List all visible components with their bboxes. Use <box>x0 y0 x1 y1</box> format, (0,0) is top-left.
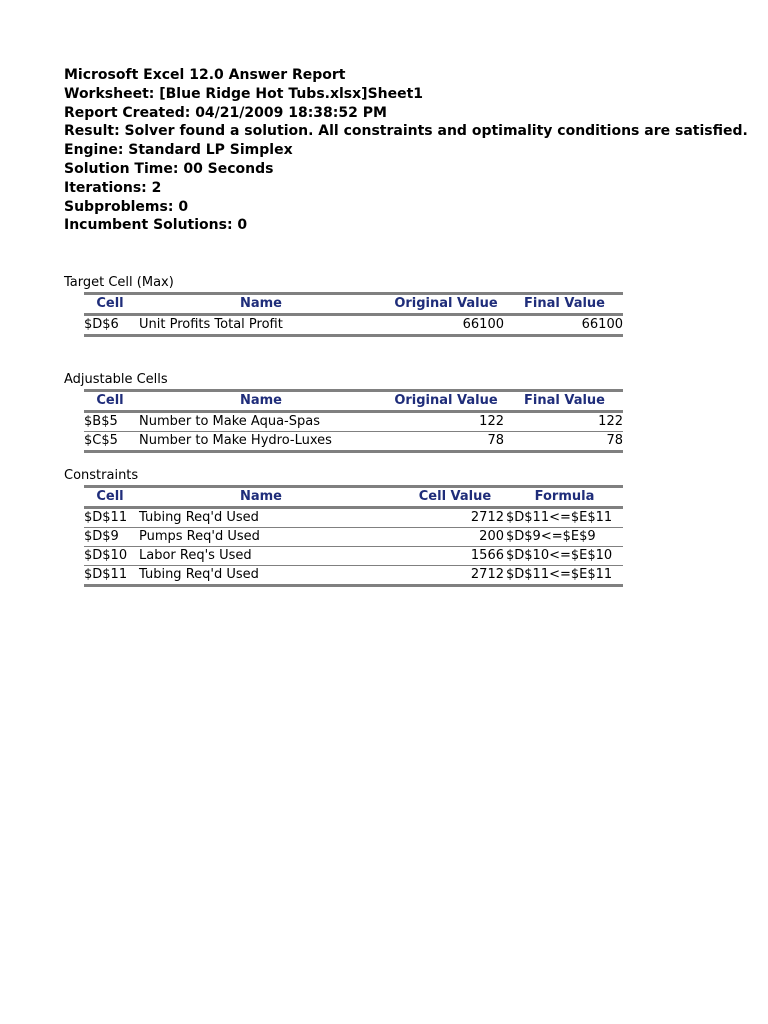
row-cell: $D$6 <box>84 317 119 332</box>
table-row <box>84 547 623 565</box>
row-formula: $D$11<=$E$11 <box>506 510 613 525</box>
table-row <box>84 432 623 450</box>
row-original-value: 122 <box>479 414 504 429</box>
report-title: Microsoft Excel 12.0 Answer Report <box>64 67 346 83</box>
row-cell-value: 2712 <box>470 567 504 582</box>
row-cell: $D$10 <box>84 548 128 563</box>
row-cell: $D$9 <box>84 529 119 544</box>
row-name: Tubing Req'd Used <box>139 510 259 525</box>
row-name: Number to Make Aqua-Spas <box>139 414 320 429</box>
table-row <box>84 413 623 431</box>
row-cell-value: 2712 <box>470 510 504 525</box>
row-name: Pumps Req'd Used <box>139 529 260 544</box>
incumbent-solutions-line: Incumbent Solutions: 0 <box>64 217 248 234</box>
header-final-value: Final Value <box>524 296 605 311</box>
row-formula: $D$9<=$E$9 <box>506 529 596 544</box>
row-cell: $B$5 <box>84 414 118 429</box>
header-cell-value: Cell Value <box>418 489 492 504</box>
table-row <box>84 566 623 584</box>
constraints-table <box>84 485 623 587</box>
header-cell: Cell <box>96 393 124 408</box>
table-header-row <box>84 295 623 313</box>
report-header <box>64 66 748 235</box>
constraints-title: Constraints <box>64 468 139 483</box>
row-final-value: 66100 <box>581 317 623 332</box>
adjustable-cells-title: Adjustable Cells <box>64 372 168 387</box>
subproblems-line: Subproblems: 0 <box>64 198 189 215</box>
header-original-value: Original Value <box>394 393 498 408</box>
solution-time-line: Solution Time: 00 Seconds <box>64 160 274 177</box>
row-final-value: 78 <box>606 433 623 448</box>
header-formula: Formula <box>534 489 595 504</box>
iterations-line: Iterations: 2 <box>64 179 162 196</box>
table-bottom-rule <box>84 334 623 337</box>
row-name: Labor Req's Used <box>139 548 252 563</box>
header-cell: Cell <box>96 296 124 311</box>
row-final-value: 122 <box>598 414 623 429</box>
header-name: Name <box>239 296 282 311</box>
row-cell: $D$11 <box>84 510 128 525</box>
report-created-line: Report Created: 04/21/2009 18:38:52 PM <box>64 104 387 121</box>
row-cell: $D$11 <box>84 567 128 582</box>
table-row <box>84 316 623 334</box>
row-formula: $D$11<=$E$11 <box>506 567 613 582</box>
header-original-value: Original Value <box>394 296 498 311</box>
row-cell-value: 200 <box>479 529 504 544</box>
row-original-value: 66100 <box>462 317 504 332</box>
header-name: Name <box>239 489 282 504</box>
engine-line: Engine: Standard LP Simplex <box>64 142 293 159</box>
target-cell-table <box>84 292 623 337</box>
adjustable-cells-table <box>84 389 623 453</box>
header-cell: Cell <box>96 489 124 504</box>
header-final-value: Final Value <box>524 393 605 408</box>
result-line: Result: Solver found a solution. All constraints and optimality conditions are satisfied. <box>64 123 748 140</box>
table-row <box>84 509 623 527</box>
table-bottom-rule <box>84 584 623 587</box>
table-header-row <box>84 488 623 506</box>
row-cell-value: 1566 <box>470 548 504 563</box>
row-name: Tubing Req'd Used <box>139 567 259 582</box>
target-cell-title: Target Cell (Max) <box>64 275 174 290</box>
table-header-row <box>84 392 623 410</box>
row-name: Number to Make Hydro-Luxes <box>139 433 332 448</box>
table-bottom-rule <box>84 450 623 453</box>
row-name: Unit Profits Total Profit <box>139 317 283 332</box>
row-formula: $D$10<=$E$10 <box>506 548 613 563</box>
worksheet-line: Worksheet: [Blue Ridge Hot Tubs.xlsx]Sheet1 <box>64 85 424 102</box>
table-row <box>84 528 623 546</box>
header-name: Name <box>239 393 282 408</box>
row-cell: $C$5 <box>84 433 118 448</box>
row-original-value: 78 <box>487 433 504 448</box>
